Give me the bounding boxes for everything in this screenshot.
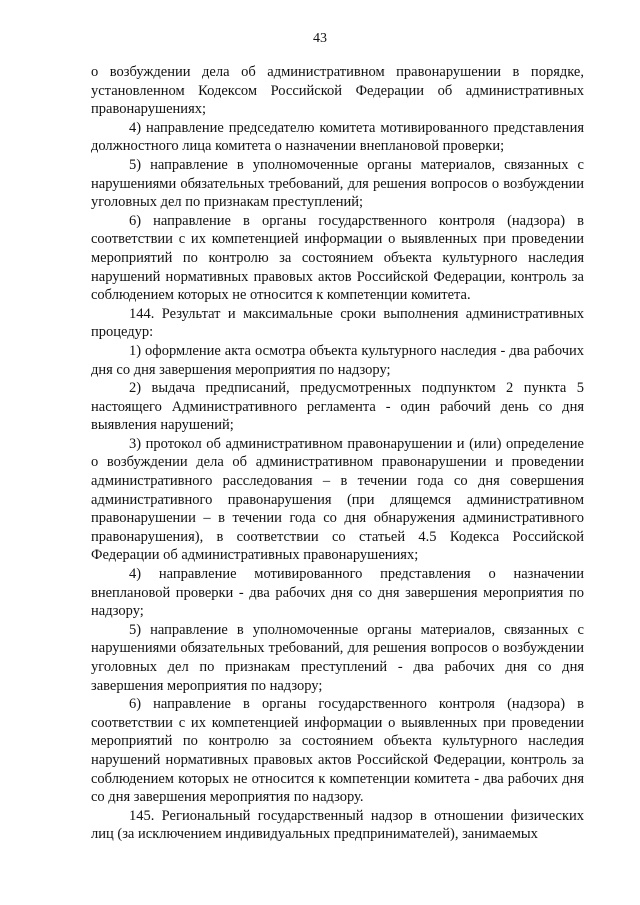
paragraph-result-5: 5) направление в уполномоченные органы материалов, связанных с нарушениями обязательных требований, для решения вопросов о возбуждении уголовных дел по признакам преступлений - два рабочих дня со дня завершения мероприятия по надзору; (91, 621, 584, 694)
page-number: 43 (313, 31, 327, 46)
paragraph-result-6: 6) направление в органы государственного контроля (надзора) в соответствии с их компетенцией информации о выявленных при проведении мероприятий по контролю за состоянием объекта культурного наследия нарушений нормативных правовых актов Российской Федерации, контроль за соблюдением которых не относится к компетенции комитета - два рабочих дня со дня завершения мероприятия по надзору. (91, 696, 584, 806)
paragraph-item-6-information: 6) направление в органы государственного контроля (надзора) в соответствии с их компетенцией информации о выявленных при проведении мероприятий по контролю за состоянием объекта культурного наследия нарушений нормативных правовых актов Российской Федерации, контроль за соблюдением которых не относится к компетенции комитета. (91, 212, 584, 304)
paragraph-result-4: 4) направление мотивированного представления о назначении внеплановой проверки - два рабочих дня со дня завершения мероприятия по надзору; (91, 566, 584, 620)
paragraph-145-supervision: 145. Региональный государственный надзор в отношении физических лиц (за исключением индивидуальных предпринимателей), занимаемых (91, 807, 584, 843)
paragraph-item-4-proposal: 4) направление председателю комитета мотивированного представления должностного лица комитета о назначении внеплановой проверки; (91, 119, 584, 155)
paragraph-item-5-materials: 5) направление в уполномоченные органы материалов, связанных с нарушениями обязательных требований, для решения вопросов о возбуждении уголовных дел по признакам преступлений; (91, 156, 584, 211)
paragraph-result-1: 1) оформление акта осмотра объекта культурного наследия - два рабочих дня со дня завершения мероприятия по надзору; (91, 342, 584, 378)
document-body (91, 63, 584, 844)
paragraph-continuation: о возбуждении дела об административном правонарушении в порядке, установленном Кодексом Российской Федерации об административных правонарушениях; (91, 64, 584, 118)
paragraph-144-results: 144. Результат и максимальные сроки выполнения административных процедур: (91, 305, 584, 341)
paragraph-result-2: 2) выдача предписаний, предусмотренных подпунктом 2 пункта 5 настоящего Административного регламента - один рабочий день со дня выявления нарушений; (91, 380, 584, 434)
paragraph-result-3: 3) протокол об административном правонарушении и (или) определение о возбуждении дела об административном правонарушении и проведении административного расследования – в течении года со дня совершения административного правонарушения (при длящемся административном правонарушении – в течении года со дня обнаружения административного правонарушения), в соответствии со статьей 4.5 Кодекса Российской Федерации об административных правонарушениях; (91, 435, 584, 564)
